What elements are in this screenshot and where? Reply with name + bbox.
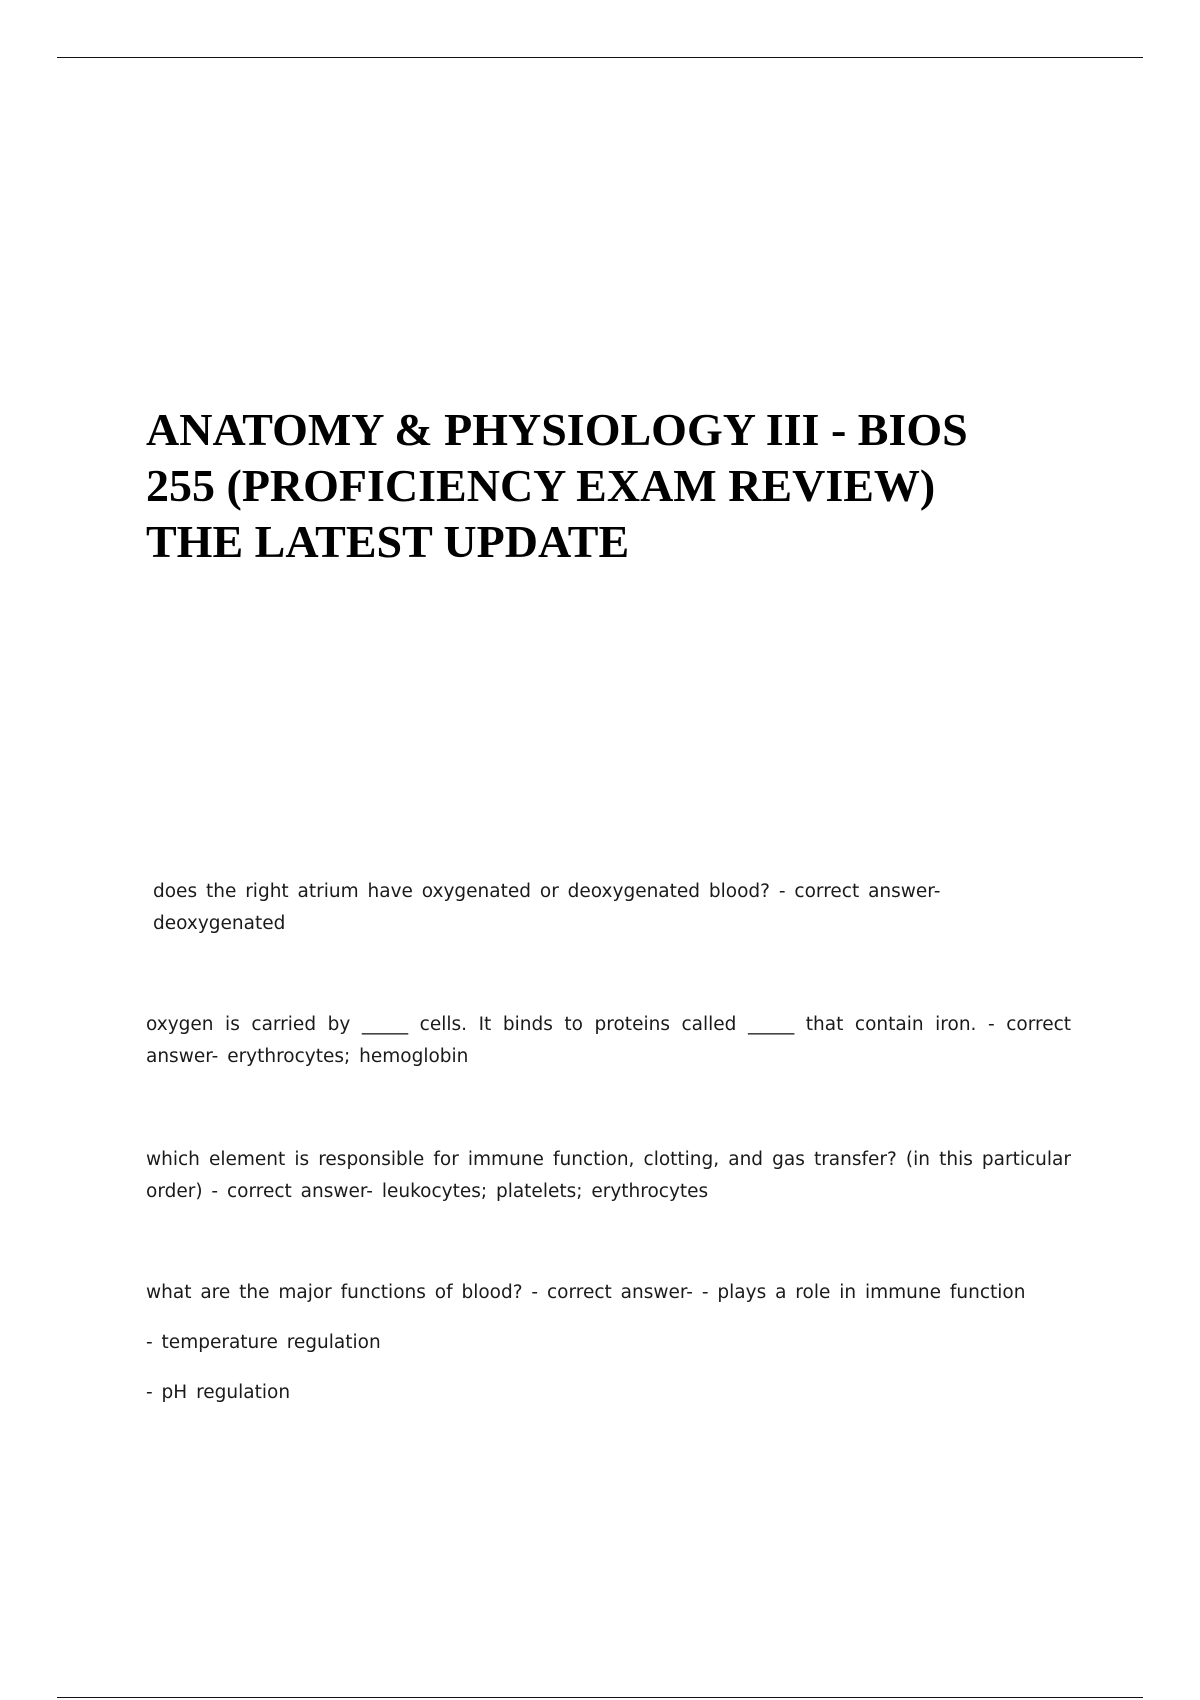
qa-item: [146, 876, 1071, 940]
title-line: 255 (PROFICIENCY EXAM REVIEW): [146, 460, 936, 511]
answer-line: answer- erythrocytes; hemoglobin: [146, 1046, 469, 1067]
header-rule: [57, 57, 1143, 58]
footer-rule: [57, 1697, 1143, 1698]
answer-bullet: - pH regulation: [146, 1382, 291, 1403]
title-line: ANATOMY & PHYSIOLOGY III - BIOS: [146, 404, 968, 455]
qa-item: [146, 1009, 1071, 1073]
answer-line: order) - correct answer- leukocytes; platelets; erythrocytes: [146, 1181, 709, 1202]
question-line: what are the major functions of blood? - correct answer- - plays a role in immune function: [146, 1282, 1026, 1303]
qa-item: [146, 1277, 1071, 1409]
question-line: which element is responsible for immune function, clotting, and gas transfer? (in this particular: [146, 1149, 1071, 1170]
answer-bullet: - temperature regulation: [146, 1332, 381, 1353]
document-title: [146, 402, 1086, 570]
question-line: does the right atrium have oxygenated or deoxygenated blood? - correct answer-: [153, 881, 941, 902]
title-line: THE LATEST UPDATE: [146, 516, 630, 567]
qa-item: [146, 1144, 1071, 1208]
question-line: oxygen is carried by _____ cells. It binds to proteins called _____ that contain iron. - correct: [146, 1014, 1071, 1035]
answer-line: deoxygenated: [153, 913, 286, 934]
